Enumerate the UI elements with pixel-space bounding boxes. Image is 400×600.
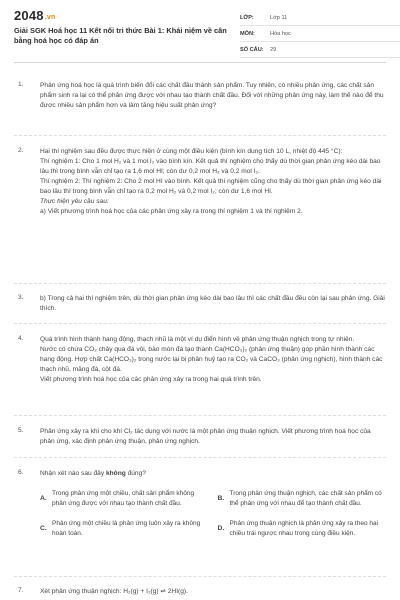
question-number: 5.	[18, 427, 24, 434]
divider	[14, 135, 386, 136]
question-5	[14, 427, 386, 447]
option-letter: C.	[40, 525, 47, 532]
option-text: Phản ứng một chiều là phản ứng luôn xảy ra không hoàn toàn.	[52, 520, 201, 537]
divider	[14, 457, 386, 458]
option-letter: B.	[217, 495, 225, 502]
requirement-title: Thực hiện yêu cầu sau:	[40, 198, 109, 205]
question-1	[14, 81, 386, 111]
divider	[14, 415, 386, 416]
logo-suffix: .vn	[44, 14, 56, 21]
meta-label: SỐ CÂU:	[240, 46, 264, 53]
question-text: Xét phản ứng thuận nghịch: H₂(g) + I₂(g) ⇌ 2HI(g).	[40, 588, 188, 595]
option-text: Phản ứng thuận nghịch là phản ứng xảy ra theo hai chiều trái ngược nhau trong cùng điều kiện.	[229, 520, 379, 537]
question-number: 4.	[18, 335, 24, 342]
meta-label: MÔN:	[240, 30, 255, 37]
question-text-post: đúng?	[125, 470, 146, 477]
meta-value: Hóa học	[270, 30, 291, 37]
meta-row-mon	[240, 26, 400, 42]
question-number: 2.	[18, 147, 24, 154]
question-number: 7.	[18, 587, 24, 594]
question-text: b) Trong cả hai thí nghiệm trên, dù thời gian phản ứng kéo dài bao lâu thì các chất đầu đều còn lại sau phản ứng. Giải thích.	[40, 295, 385, 312]
option-letter: A.	[40, 495, 47, 502]
divider	[14, 323, 386, 324]
option-d[interactable]	[218, 519, 386, 539]
document-header	[14, 0, 386, 63]
question-paragraph: Quá trình hình thành hang động, thạch nhũ là một ví dụ điển hình về phản ứng thuận nghịch trong tự nhiên.	[40, 336, 355, 343]
experiment-1: Thí nghiệm 1: Cho 1 mol H₂ và 1 mol I₂ vào bình kín. Kết quả thí nghiệm cho thấy dù thời gian phản ứng kéo dài bao lâu thì trong bình vẫn chỉ tạo ra 1,6 mol HI; còn dư 0,2 mol H₂ và 0,2 mol I₂.	[40, 158, 381, 175]
question-paragraph: Viết phương trình hoá học của các phản ứng xảy ra trong hai quá trình trên.	[40, 376, 262, 383]
question-7	[14, 587, 386, 597]
question-text-pre: Nhận xét nào sau đây	[40, 470, 106, 477]
meta-table	[240, 10, 400, 58]
meta-row-lop	[240, 10, 400, 26]
question-4	[14, 335, 386, 385]
question-2	[14, 147, 386, 217]
meta-value: Lớp 11	[270, 14, 288, 21]
question-text: Phản ứng hoá học là quá trình biến đổi các chất đầu thành sản phẩm. Tuy nhiên, có nhiều phản ứng, các chất sản phẩm sinh ra lại có thể phản ứng được với nhau tạo thành chất đầu. Đối với những phản ứng này, làm thế nào để thu được nhiều sản phẩm hơn và làm tăng hiệu suất phản ứng?	[40, 82, 384, 109]
site-logo[interactable]	[14, 8, 55, 23]
experiment-2: Thí nghiệm 2: Thí nghiệm 2: Cho 2 mol HI vào bình. Kết quả thí nghiệm cũng cho thấy dù thời gian phản ứng kéo dài bao lâu thì trong bình vẫn chỉ tạo ra 0,2 mol H₂ và 0,2 mol I₂; còn dư 1,6 mol HI.	[40, 178, 382, 195]
option-text: Trong phản ứng thuận nghịch, các chất sản phẩm có thể phản ứng với nhau để tạo thành chất đầu.	[229, 490, 382, 507]
question-paragraph: Nước có chứa CO₂ chảy qua đá vôi, bào mòn đá tạo thành Ca(HCO₃)₂ (phản ứng thuận) góp phần hình thành các hang động. Hợp chất Ca(HCO₃)₂ trong nước lại bị phân huỷ tạo ra CO₂ và CaCO₃ (phản ứng nghịch), hình thành các thạch nhũ, măng đá, cột đá.	[40, 346, 383, 373]
option-a[interactable]	[40, 489, 208, 509]
divider	[14, 283, 386, 284]
meta-value: 29	[270, 46, 277, 53]
divider	[14, 576, 386, 577]
question-text-emphasis: không	[105, 470, 126, 477]
page-title: Giải SGK Hoá học 11 Kết nối tri thức Bài 1: Khái niệm về cân bằng hoá học có đáp án	[14, 26, 227, 45]
logo-brand: 2048	[14, 8, 44, 23]
question-number: 3.	[18, 294, 24, 301]
option-b[interactable]	[218, 489, 386, 509]
question-intro: Hai thí nghiệm sau đều được thực hiện ở cùng một điều kiện (bình kín dung tích 10 L, nhiệt độ 445 °C):	[40, 148, 343, 155]
option-c[interactable]	[40, 519, 208, 539]
question-text: Phản ứng xảy ra khi cho khí Cl₂ tác dụng với nước là một phản ứng thuận nghịch. Viết phương trình hoá học của phản ứng, xác định phản ứng thuận, phản ứng nghịch.	[40, 428, 371, 445]
meta-label: LỚP:	[240, 14, 254, 21]
requirement-a: a) Viết phương trình hoá học của các phản ứng xảy ra trong thí nghiệm 1 và thí nghiệm 2.	[40, 208, 303, 215]
question-6	[14, 469, 386, 539]
question-number: 6.	[18, 469, 24, 476]
option-letter: D.	[217, 525, 225, 532]
question-text	[40, 469, 385, 479]
question-3	[14, 294, 386, 314]
option-text: Trong phản ứng một chiều, chất sản phẩm không phản ứng được với nhau tạo thành chất đầu.	[52, 490, 195, 507]
answer-options	[40, 489, 385, 539]
meta-row-socau	[240, 42, 400, 58]
question-number: 1.	[18, 81, 24, 88]
